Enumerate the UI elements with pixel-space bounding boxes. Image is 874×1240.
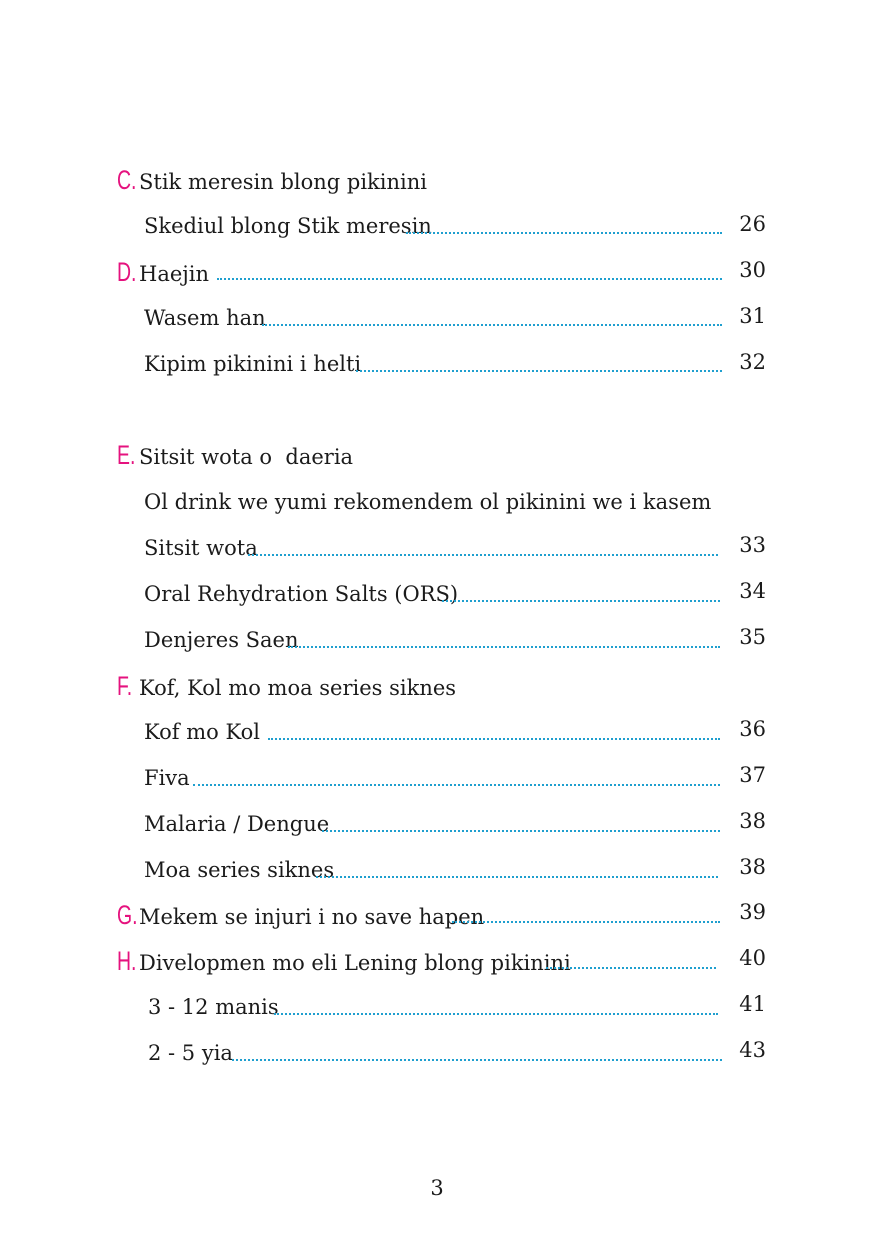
section-c-heading [117, 166, 427, 196]
dot-leader [217, 278, 722, 280]
entry-title: Malaria / Dengue [144, 812, 330, 836]
dot-leader [406, 232, 722, 234]
entry-title: Fiva [144, 766, 190, 790]
section-title: Kof, Kol mo moa series siknes [139, 676, 457, 700]
toc-entry-wasem-han [144, 304, 266, 332]
section-letter: C. [117, 165, 137, 195]
entry-title: Ol drink we yumi rekomendem ol pikinini we i kasem [144, 490, 712, 514]
toc-entry-fiva [144, 764, 190, 792]
section-letter: H. [117, 946, 137, 976]
section-title: Mekem se injuri i no save hapen [139, 905, 485, 929]
entry-title: Kipim pikinini i helti [144, 352, 362, 376]
page-number-footer: 3 [430, 1176, 444, 1200]
toc-entry-moa-series [144, 856, 334, 884]
section-letter: D. [117, 257, 137, 287]
entry-title: Moa series siknes [144, 858, 335, 882]
toc-entry-denjeres-saen [144, 626, 299, 654]
section-page-number: 30 [739, 258, 766, 282]
entry-page-number: 33 [739, 533, 766, 557]
toc-entry-kipim [144, 350, 361, 378]
entry-page-number: 36 [739, 717, 766, 741]
dot-leader [452, 921, 720, 923]
dot-leader [442, 600, 720, 602]
entry-title: Skediul blong Stik meresin [144, 214, 432, 238]
dot-leader [546, 967, 716, 969]
entry-page-number: 38 [739, 855, 766, 879]
toc-entry-kof-mo-kol [144, 718, 260, 746]
section-letter: E. [117, 440, 136, 470]
entry-title: Kof mo Kol [144, 720, 260, 744]
section-page-number: 39 [739, 900, 766, 924]
section-f-heading [117, 672, 456, 702]
section-title: Sitsit wota o daeria [139, 445, 354, 469]
section-g-heading [117, 901, 484, 931]
entry-title: Oral Rehydration Salts (ORS) [144, 582, 459, 606]
entry-title: 2 - 5 yia [148, 1041, 233, 1065]
toc-entry-ors [144, 580, 458, 608]
dot-leader [232, 1059, 722, 1061]
dot-leader [262, 324, 722, 326]
section-title: Stik meresin blong pikinini [139, 170, 427, 194]
dot-leader [248, 554, 718, 556]
entry-page-number: 32 [739, 350, 766, 374]
section-e-heading [117, 441, 353, 471]
entry-page-number: 31 [739, 304, 766, 328]
dot-leader [288, 646, 720, 648]
entry-page-number: 34 [739, 579, 766, 603]
dot-leader [316, 876, 718, 878]
entry-title: Sitsit wota [144, 536, 258, 560]
section-d-heading [117, 258, 209, 288]
entry-page-number: 35 [739, 625, 766, 649]
toc-entry-malaria [144, 810, 329, 838]
toc-entry-sitsit-wota [144, 534, 258, 562]
section-page-number: 40 [739, 946, 766, 970]
dot-leader [356, 370, 722, 372]
toc-entry-skediul [144, 212, 432, 240]
dot-leader [268, 738, 720, 740]
section-letter: F. [117, 671, 133, 701]
entry-title: Wasem han [144, 306, 266, 330]
section-letter: G. [117, 900, 138, 930]
entry-page-number: 38 [739, 809, 766, 833]
entry-page-number: 26 [739, 212, 766, 236]
toc-entry-3-12-manis [148, 993, 279, 1021]
toc-entry-2-5-yia [148, 1039, 233, 1067]
toc-entry-ol-drink [144, 488, 711, 516]
dot-leader [322, 830, 720, 832]
entry-title: Denjeres Saen [144, 628, 299, 652]
entry-title: 3 - 12 manis [148, 995, 279, 1019]
section-h-heading [117, 947, 571, 977]
section-title: Haejin [139, 262, 210, 286]
dot-leader [193, 784, 720, 786]
entry-page-number: 37 [739, 763, 766, 787]
dot-leader [274, 1013, 718, 1015]
section-title: Divelopmen mo eli Lening blong pikinini [139, 951, 571, 975]
entry-page-number: 41 [739, 992, 766, 1016]
entry-page-number: 43 [739, 1038, 766, 1062]
